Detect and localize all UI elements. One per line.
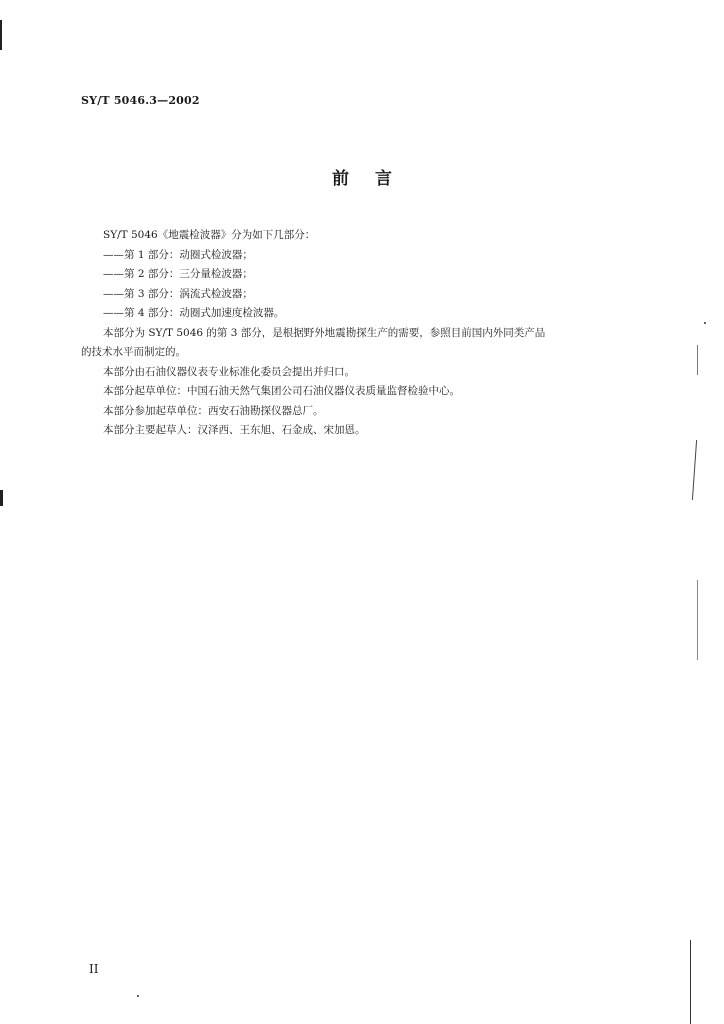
scan-edge-mark <box>697 580 698 660</box>
paragraph-scope-line-2: 的技术水平而制定的。 <box>81 346 186 358</box>
page-number: II <box>89 962 99 976</box>
scan-edge-mark <box>0 490 3 506</box>
list-item-part-1: ——第 1 部分：动圈式检波器； <box>103 248 253 261</box>
scan-edge-mark <box>690 940 691 1024</box>
paragraph-drafting-unit: 本部分起草单位：中国石油天然气集团公司石油仪器仪表质量监督检验中心。 <box>103 385 460 397</box>
paragraph-participating-unit: 本部分参加起草单位：西安石油勘探仪器总厂。 <box>103 404 324 417</box>
list-item-part-4: ——第 4 部分：动圈式加速度检波器。 <box>103 307 285 319</box>
scan-dust <box>137 995 139 997</box>
scan-edge-mark <box>0 20 2 50</box>
standard-code: SY/T 5046.3—2002 <box>81 94 200 107</box>
paragraph-drafters: 本部分主要起草人：汉泽西、王东旭、石金成、宋加恩。 <box>103 424 366 436</box>
scan-edge-mark <box>697 345 698 375</box>
paragraph-intro: SY/T 5046《地震检波器》分为如下几部分： <box>103 229 316 241</box>
list-item-part-2: ——第 2 部分：三分量检波器； <box>103 268 253 280</box>
list-item-part-3: ——第 3 部分：涡流式检波器； <box>103 287 253 300</box>
foreword-title: 前言 <box>332 169 418 189</box>
scan-dust <box>704 322 706 324</box>
scan-edge-mark <box>692 440 697 500</box>
paragraph-scope-line-1: 本部分为 SY/T 5046 的第 3 部分，是根据野外地震勘探生产的需要，参照目前国内外同类产品 <box>103 326 546 339</box>
foreword-body <box>81 226 641 441</box>
paragraph-proposer: 本部分由石油仪器仪表专业标准化委员会提出并归口。 <box>103 365 355 378</box>
